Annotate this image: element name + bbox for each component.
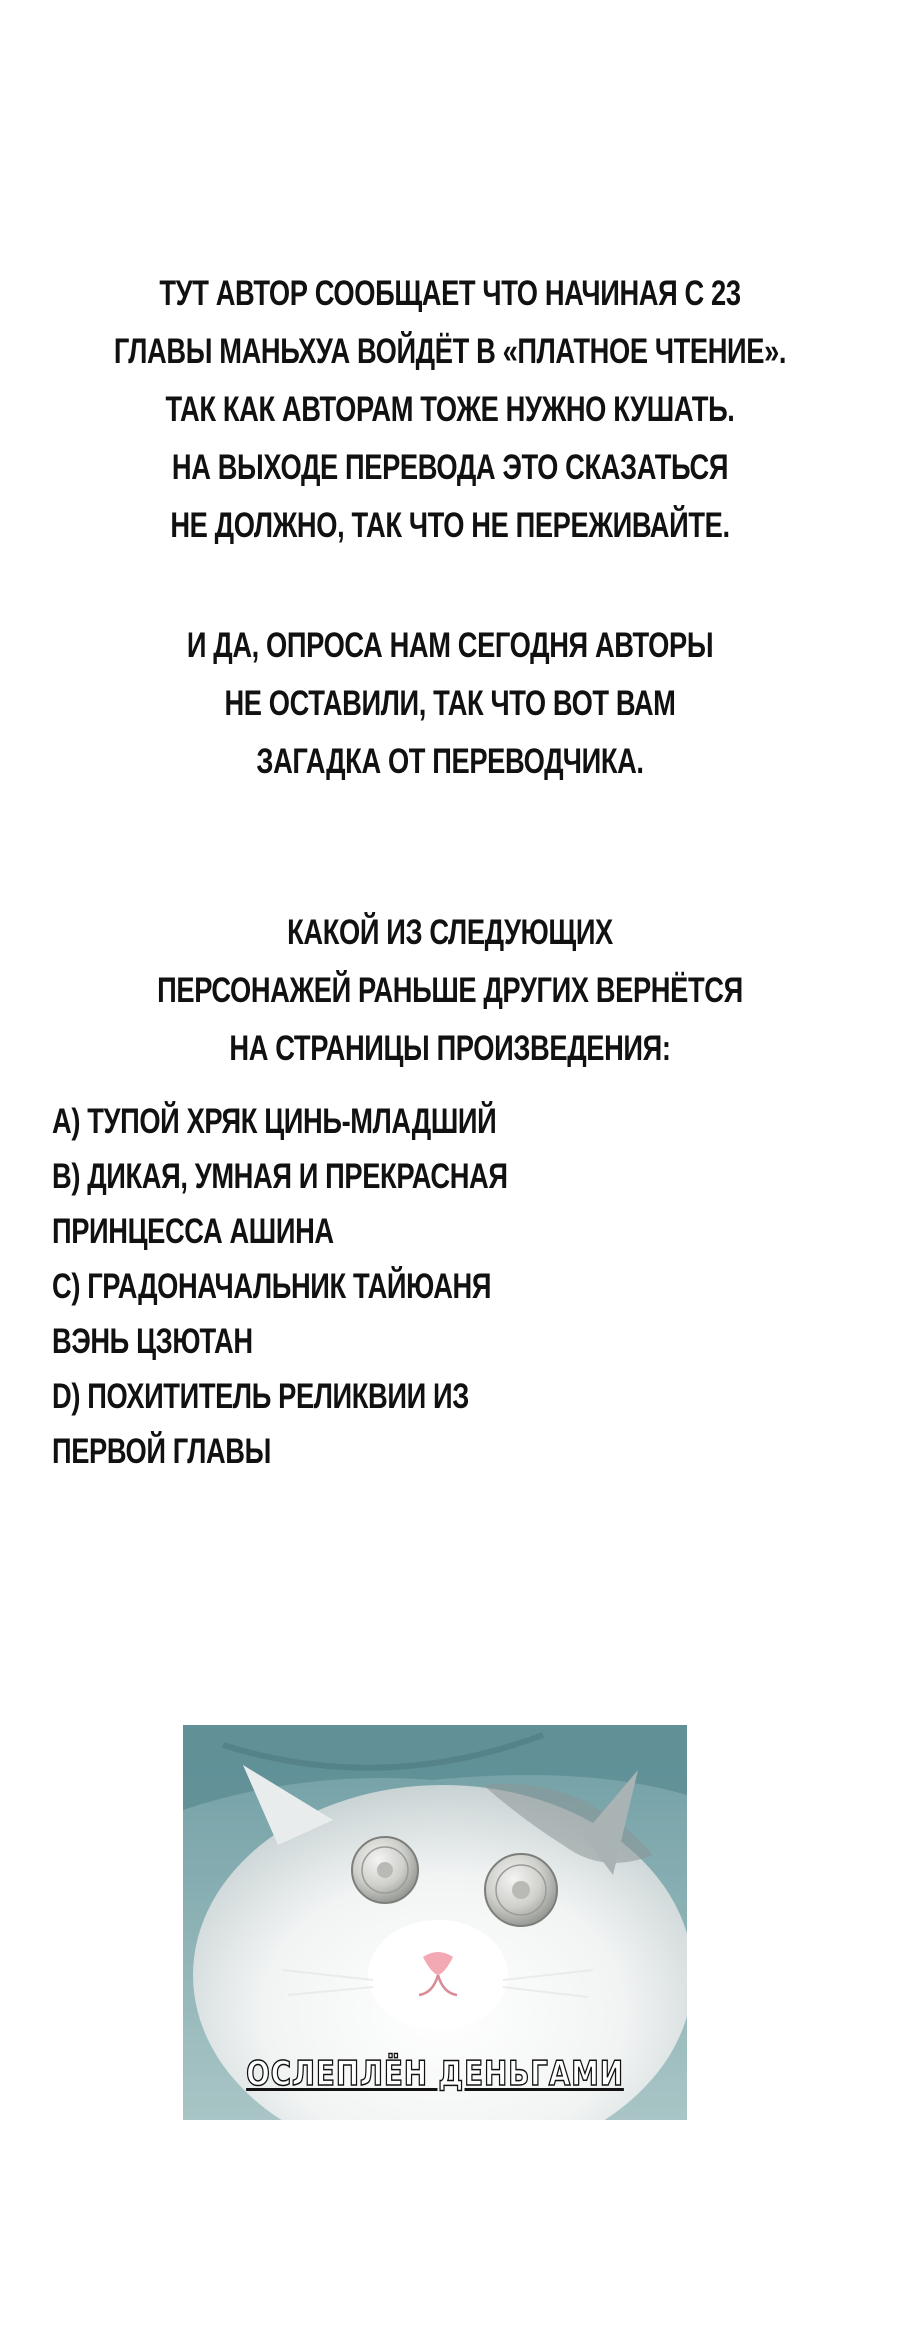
coin-left-icon xyxy=(352,1837,418,1903)
poll-note xyxy=(0,617,900,791)
author-notice xyxy=(0,265,900,555)
notice-line: ТАК КАК АВТОРАМ ТОЖЕ НУЖНО КУШАТЬ. xyxy=(165,390,735,429)
riddle-option-c: C) ГРАДОНАЧАЛЬНИК ТАЙЮАНЯ xyxy=(52,1267,492,1306)
coin-right-icon xyxy=(485,1854,557,1926)
riddle-option-c-cont: ВЭНЬ ЦЗЮТАН xyxy=(52,1322,253,1361)
riddle-question-line: НА СТРАНИЦЫ ПРОИЗВЕДЕНИЯ: xyxy=(229,1029,671,1068)
riddle-option-d: D) ПОХИТИТЕЛЬ РЕЛИКВИИ ИЗ xyxy=(52,1377,469,1416)
meme-caption: ОСЛЕПЛЁН ДЕНЬГАМИ xyxy=(246,2054,624,2094)
notice-line: ТУТ АВТОР СООБЩАЕТ ЧТО НАЧИНАЯ С 23 xyxy=(159,274,741,313)
poll-note-line: ЗАГАДКА ОТ ПЕРЕВОДЧИКА. xyxy=(256,742,644,781)
riddle-option-b-cont: ПРИНЦЕССА АШИНА xyxy=(52,1212,334,1251)
poll-note-line: И ДА, ОПРОСА НАМ СЕГОДНЯ АВТОРЫ xyxy=(186,626,714,665)
riddle-option-d-cont: ПЕРВОЙ ГЛАВЫ xyxy=(52,1432,271,1471)
riddle-option-b: B) ДИКАЯ, УМНАЯ И ПРЕКРАСНАЯ xyxy=(52,1157,508,1196)
notice-line: НЕ ДОЛЖНО, ТАК ЧТО НЕ ПЕРЕЖИВАЙТЕ. xyxy=(170,506,730,545)
riddle-question-line: КАКОЙ ИЗ СЛЕДУЮЩИХ xyxy=(287,913,613,952)
riddle-options xyxy=(52,1094,852,1479)
riddle-question-line: ПЕРСОНАЖЕЙ РАНЬШЕ ДРУГИХ ВЕРНЁТСЯ xyxy=(157,971,743,1010)
poll-note-line: НЕ ОСТАВИЛИ, ТАК ЧТО ВОТ ВАМ xyxy=(224,684,676,723)
riddle-option-a: A) ТУПОЙ ХРЯК ЦИНЬ-МЛАДШИЙ xyxy=(52,1102,497,1141)
notice-line: ГЛАВЫ МАНЬХУА ВОЙДЁТ В «ПЛАТНОЕ ЧТЕНИЕ». xyxy=(113,332,787,371)
meme-image xyxy=(183,1725,687,2120)
riddle-question xyxy=(0,904,900,1078)
notice-line: НА ВЫХОДЕ ПЕРЕВОДА ЭТО СКАЗАТЬСЯ xyxy=(171,448,729,487)
